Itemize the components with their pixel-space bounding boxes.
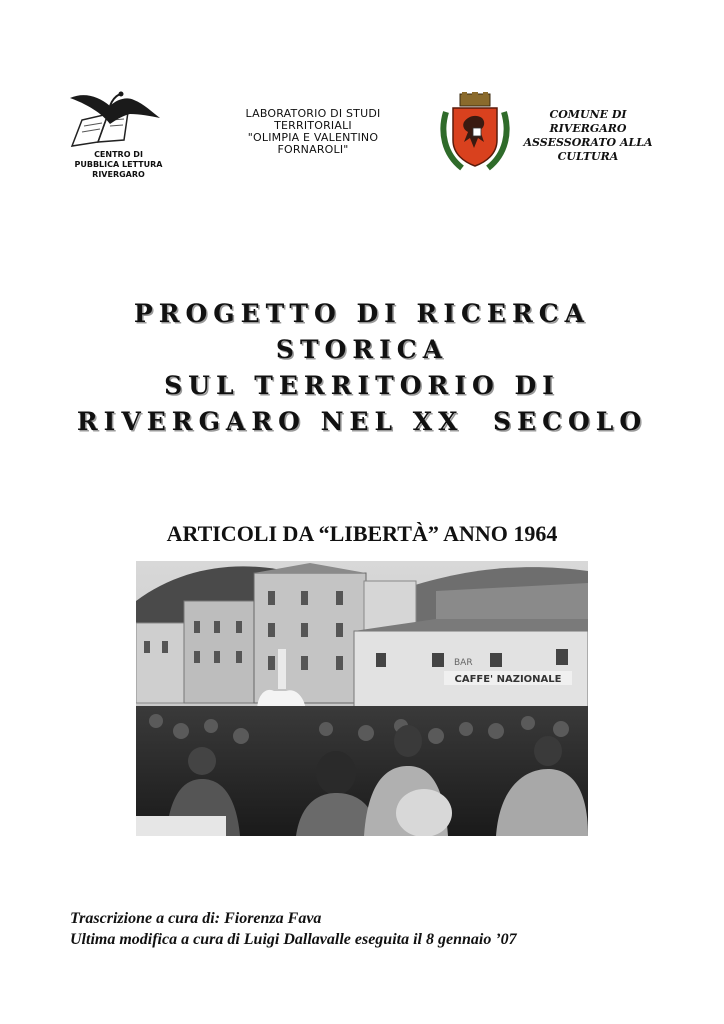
transcription-credit: Trascrizione a cura di: Fiorenza Fava xyxy=(70,910,322,927)
title-line: SUL TERRITORIO DI xyxy=(164,371,560,400)
subtitle: ARTICOLI DA “LIBERTÀ” ANNO 1964 xyxy=(166,521,558,546)
library-logo xyxy=(64,90,169,185)
laboratory-line: "OLIMPIA E VALENTINO xyxy=(247,131,379,144)
municipality-line: CULTURA xyxy=(557,150,619,163)
municipality-line: RIVERGARO xyxy=(549,122,627,135)
laboratory-line: TERRITORIALI xyxy=(274,119,352,132)
library-logo-line: CENTRO DI xyxy=(94,150,143,159)
last-edit-credit: Ultima modifica a cura di Luigi Dallavalle eseguita il 8 gennaio ’07 xyxy=(70,931,517,948)
laboratory-name xyxy=(228,108,398,156)
coat-of-arms-icon xyxy=(440,92,510,174)
title-line: RIVERGARO NEL XX SECOLO xyxy=(76,407,648,436)
library-logo-line: PUBBLICA LETTURA xyxy=(74,160,163,169)
municipality-line: COMUNE DI xyxy=(549,108,627,121)
title-line: PROGETTO DI RICERCA xyxy=(133,299,591,328)
library-logo-line: RIVERGARO xyxy=(92,170,145,179)
historic-photo xyxy=(136,561,588,836)
laboratory-line: FORNAROLI" xyxy=(277,143,349,156)
laboratory-line: LABORATORIO DI STUDI xyxy=(245,107,381,120)
seagull-book-icon xyxy=(64,90,169,152)
municipality-line: ASSESSORATO ALLA xyxy=(523,136,653,149)
municipality-name xyxy=(520,108,656,164)
title-line: STORICA xyxy=(275,335,449,364)
credits xyxy=(70,908,690,950)
bar-sign: BAR xyxy=(454,658,473,668)
cafe-sign: CAFFE' NAZIONALE xyxy=(454,674,562,685)
page-title xyxy=(0,296,724,440)
